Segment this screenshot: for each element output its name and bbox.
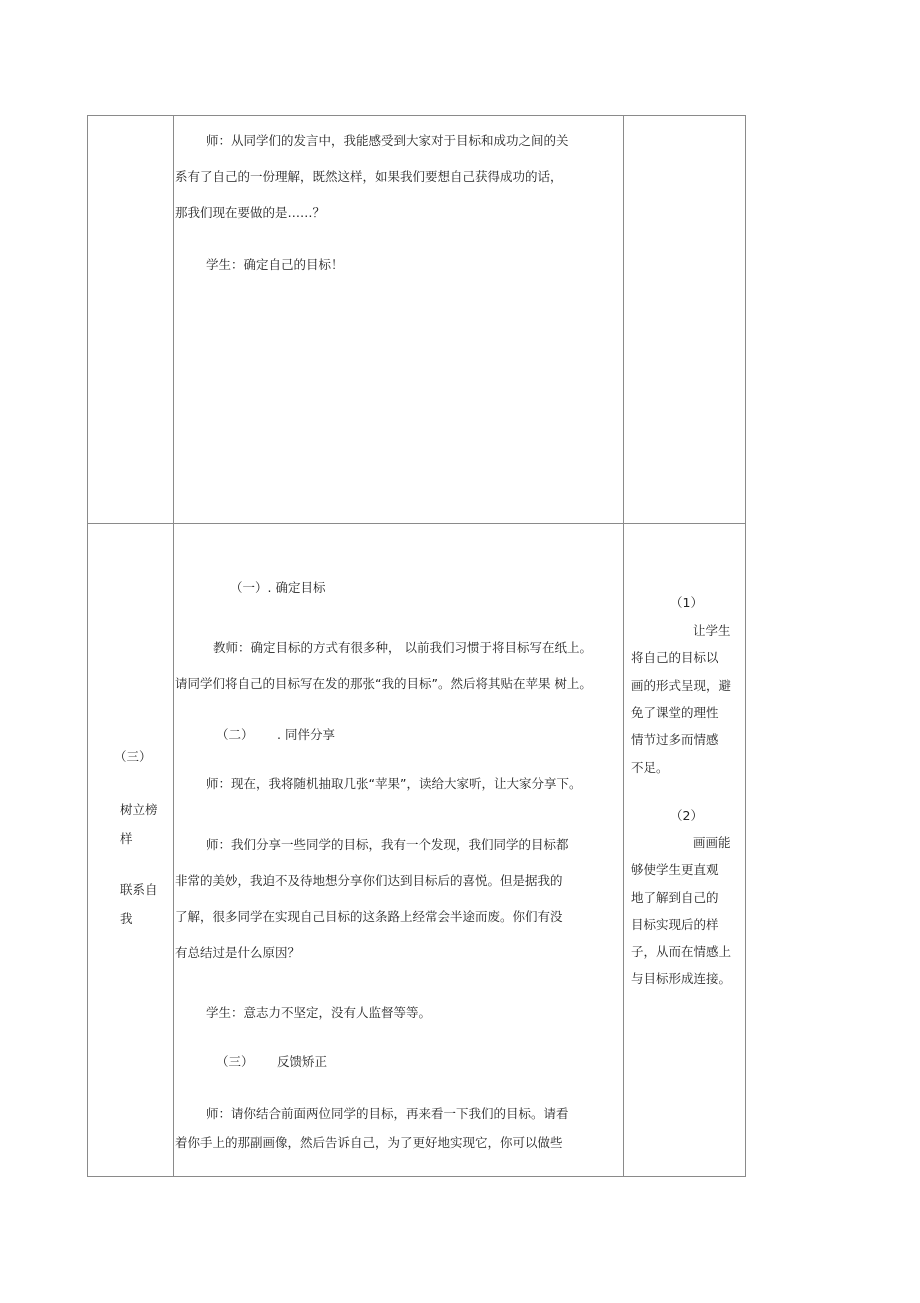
p1-line-1: 教师：确定目标的方式有很多种， 以前我们习惯于将目标写在纸上。 — [213, 640, 592, 655]
row1-text-line-2: 系有了自己的一份理解，既然这样，如果我们要想自己获得成功的话， — [175, 169, 563, 184]
p3-line-3: 了解，很多同学在实现自己目标的这条路上经常会半途而废。你们有没 — [175, 909, 563, 924]
note1-line-3: 画的形式呈现，避 — [631, 678, 732, 693]
note2-number: （2） — [670, 808, 703, 823]
row1-student-reply: 学生：确定自己的目标！ — [206, 257, 344, 272]
row1-text-line-3: 那我们现在要做的是……？ — [175, 205, 326, 220]
heading-peer-share-text: . 同伴分享 — [277, 727, 335, 742]
heading-confirm-goal: （一）. 确定目标 — [230, 580, 326, 595]
p3-line-2: 非常的美妙，我迫不及待地想分享你们达到目标后的喜悦。但是据我的 — [175, 873, 563, 888]
note1-number: （1） — [670, 595, 703, 610]
note2-line-1: 画画能 — [693, 835, 731, 850]
p3-line-1: 师：我们分享一些同学的目标，我有一个发现，我们同学的目标都 — [206, 837, 569, 852]
p5-line-2: 着你手上的那副画像，然后告诉自己，为了更好地实现它，你可以做些 — [175, 1135, 563, 1150]
row1-text-line-1: 师：从同学们的发言中，我能感受到大家对于目标和成功之间的关 — [206, 133, 569, 148]
note1-line-6: 不足。 — [631, 760, 669, 775]
note2-line-3: 地了解到自己的 — [631, 890, 719, 905]
p2-line: 师：现在，我将随机抽取几张“苹果”，读给大家听，让大家分享下。 — [206, 776, 582, 791]
heading-peer-share-number: （二） — [216, 727, 254, 742]
section-title-line-2: 样 — [120, 831, 133, 846]
p4-line: 学生：意志力不坚定，没有人监督等等。 — [206, 1005, 432, 1020]
p5-line-1: 师：请你结合前面两位同学的目标，再来看一下我们的目标。请看 — [206, 1106, 569, 1121]
section-subtitle-line-2: 我 — [120, 911, 133, 926]
note1-line-2: 将自己的目标以 — [631, 650, 719, 665]
note2-line-4: 目标实现后的样 — [631, 917, 719, 932]
note2-line-5: 子，从而在情感上 — [631, 944, 732, 959]
row-divider — [87, 523, 746, 524]
column-divider-right — [623, 115, 624, 1177]
note1-line-1: 让学生 — [693, 623, 731, 638]
note2-line-2: 够使学生更直观 — [631, 862, 719, 877]
heading-feedback-number: （三） — [216, 1054, 254, 1069]
p3-line-4: 有总结过是什么原因？ — [175, 945, 301, 960]
section-subtitle-line-1: 联系自 — [120, 882, 158, 897]
p1-line-2: 请同学们将自己的目标写在发的那张“我的目标”。然后将其贴在苹果 树上。 — [175, 676, 592, 691]
heading-feedback-text: 反馈矫正 — [277, 1054, 328, 1069]
column-divider-left — [173, 115, 174, 1177]
note2-line-6: 与目标形成连接。 — [631, 971, 732, 986]
note1-line-4: 免了课堂的理性 — [631, 705, 719, 720]
section-number: （三） — [114, 749, 152, 764]
section-title-line-1: 树立榜 — [120, 802, 158, 817]
note1-line-5: 情节过多而情感 — [631, 732, 719, 747]
